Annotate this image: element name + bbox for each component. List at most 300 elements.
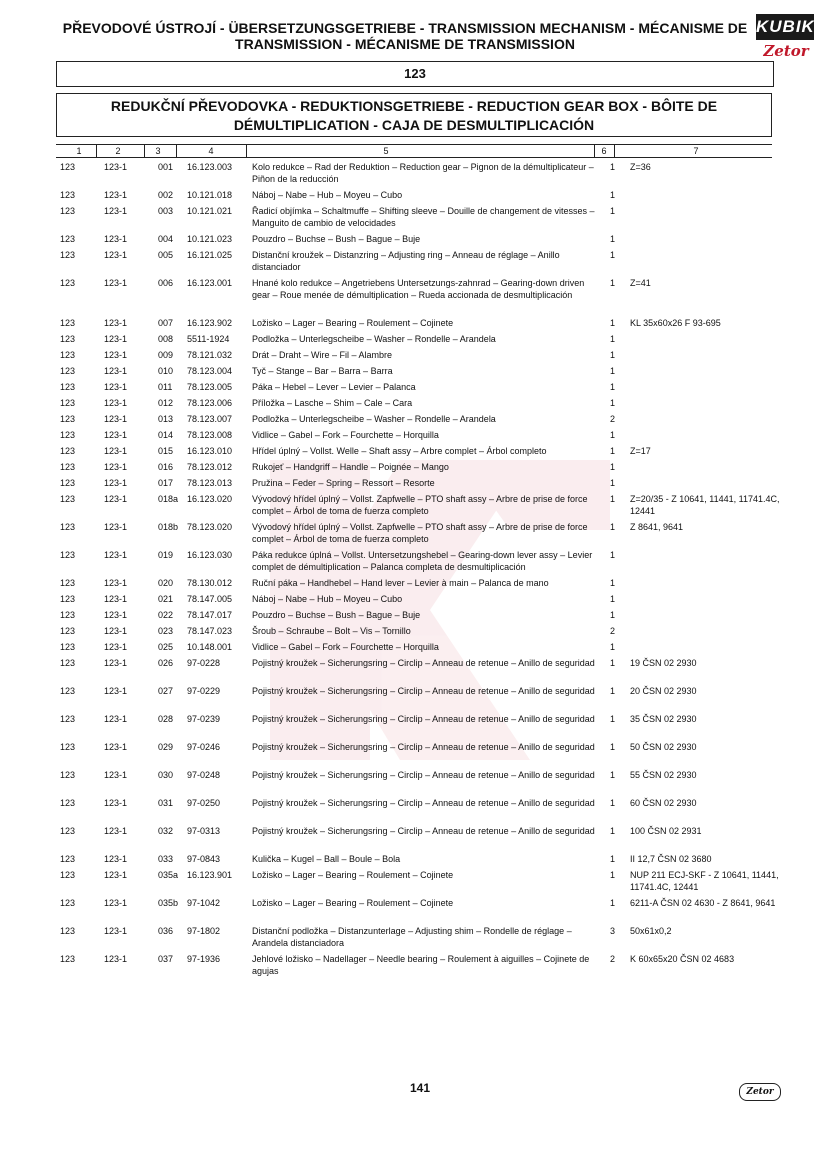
cell-group: 123 (60, 742, 76, 752)
cell-part-number: 16.123.003 (187, 162, 233, 172)
cell-part-number: 97-0843 (187, 854, 221, 864)
cell-description: Hnané kolo redukce – Angetriebens Untersetzungs-zahnrad – Gearing-down driven gear – Roue menée de démultiplication – Rueda accionada de desmultiplicación (252, 278, 585, 300)
cell-position: 035a (158, 870, 179, 880)
column-separator (594, 145, 595, 157)
cell-part-number: 16.121.025 (187, 250, 233, 260)
cell-description: Distanční kroužek – Distanzring – Adjusting ring – Anneau de réglage – Anillo distanciador (252, 250, 560, 272)
cell-subgroup: 123-1 (104, 494, 128, 504)
cell-quantity: 1 (610, 350, 616, 360)
cell-position: 031 (158, 798, 174, 808)
cell-group: 123 (60, 686, 76, 696)
cell-position: 015 (158, 446, 174, 456)
cell-subgroup: 123-1 (104, 366, 128, 376)
cell-description: Kulička – Kugel – Ball – Boule – Bola (252, 854, 401, 864)
cell-quantity: 1 (610, 334, 616, 344)
cell-part-number: 10.121.023 (187, 234, 233, 244)
table-row (0, 897, 826, 925)
cell-part-number: 97-0313 (187, 826, 221, 836)
cell-part-number: 97-1042 (187, 898, 221, 908)
cell-note: 50 ČSN 02 2930 (630, 742, 697, 752)
cell-quantity: 1 (610, 658, 616, 668)
cell-description: Náboj – Nabe – Hub – Moyeu – Cubo (252, 594, 403, 604)
cell-position: 035b (158, 898, 179, 908)
table-row (0, 413, 826, 429)
cell-note: 100 ČSN 02 2931 (630, 826, 702, 836)
cell-group: 123 (60, 550, 76, 560)
cell-group: 123 (60, 578, 76, 588)
cell-quantity: 1 (610, 234, 616, 244)
cell-part-number: 78.147.017 (187, 610, 233, 620)
cell-group: 123 (60, 626, 76, 636)
cell-description: Hřídel úplný – Vollst. Welle – Shaft assy – Arbre complet – Árbol completo (252, 446, 547, 456)
cell-subgroup: 123-1 (104, 594, 128, 604)
cell-description: Vývodový hřídel úplný – Vollst. Zapfwelle – PTO shaft assy – Arbre de prise de force complet – Árbol de toma de fuerza completo (252, 494, 588, 516)
cell-position: 033 (158, 854, 174, 864)
cell-group: 123 (60, 522, 76, 532)
cell-part-number: 97-0246 (187, 742, 221, 752)
table-row (0, 657, 826, 685)
table-row (0, 429, 826, 445)
col-header-4: 4 (208, 146, 214, 156)
table-row (0, 445, 826, 461)
cell-quantity: 2 (610, 626, 616, 636)
cell-position: 017 (158, 478, 174, 488)
cell-part-number: 78.147.005 (187, 594, 233, 604)
cell-quantity: 1 (610, 770, 616, 780)
column-header (56, 144, 772, 158)
cell-quantity: 1 (610, 594, 616, 604)
cell-quantity: 1 (610, 826, 616, 836)
cell-note: Z=41 (630, 278, 651, 288)
cell-description: Pojistný kroužek – Sicherungsring – Circlip – Anneau de retenue – Anillo de seguridad (252, 714, 595, 724)
table-row (0, 925, 826, 953)
parts-table (0, 161, 826, 981)
cell-subgroup: 123-1 (104, 478, 128, 488)
cell-group: 123 (60, 278, 76, 288)
cell-description: Řadicí objímka – Schaltmuffe – Shifting sleeve – Douille de changement de vitesses – Manguito de cambio de velocidades (252, 206, 595, 228)
footer-zetor-logo: Zetor (739, 1083, 781, 1101)
cell-part-number: 78.121.032 (187, 350, 233, 360)
cell-quantity: 1 (610, 162, 616, 172)
cell-quantity: 1 (610, 578, 616, 588)
cell-group: 123 (60, 870, 76, 880)
cell-group: 123 (60, 826, 76, 836)
cell-note: KL 35x60x26 F 93-695 (630, 318, 721, 328)
cell-description: Pružina – Feder – Spring – Ressort – Resorte (252, 478, 435, 488)
column-separator (96, 145, 97, 157)
cell-description: Rukojeť – Handgriff – Handle – Poignée – Mango (252, 462, 449, 472)
table-row (0, 577, 826, 593)
cell-note: NUP 211 ECJ-SKF - Z 10641, 11441, 11741.4C, 12441 (630, 870, 779, 892)
cell-subgroup: 123-1 (104, 954, 128, 964)
cell-group: 123 (60, 234, 76, 244)
cell-subgroup: 123-1 (104, 414, 128, 424)
cell-description: Pojistný kroužek – Sicherungsring – Circlip – Anneau de retenue – Anillo de seguridad (252, 798, 595, 808)
table-row (0, 161, 826, 189)
table-row (0, 593, 826, 609)
cell-quantity: 1 (610, 550, 616, 560)
cell-group: 123 (60, 382, 76, 392)
cell-part-number: 78.130.012 (187, 578, 233, 588)
cell-position: 006 (158, 278, 174, 288)
cell-position: 028 (158, 714, 174, 724)
section-title-line-1: REDUKČNÍ PŘEVODOVKA - REDUKTIONSGETRIEBE - REDUCTION GEAR BOX - BÔITE DE (110, 98, 718, 114)
cell-position: 007 (158, 318, 174, 328)
table-row (0, 277, 826, 317)
cell-position: 021 (158, 594, 174, 604)
cell-description: Drát – Draht – Wire – Fil – Alambre (252, 350, 393, 360)
cell-quantity: 1 (610, 494, 616, 504)
cell-description: Šroub – Schraube – Bolt – Vis – Tornillo (252, 626, 411, 636)
cell-note: 55 ČSN 02 2930 (630, 770, 697, 780)
cell-group: 123 (60, 898, 76, 908)
cell-position: 001 (158, 162, 174, 172)
table-row (0, 461, 826, 477)
cell-subgroup: 123-1 (104, 398, 128, 408)
cell-position: 012 (158, 398, 174, 408)
cell-note: II 12,7 ČSN 02 3680 (630, 854, 712, 864)
cell-quantity: 1 (610, 366, 616, 376)
cell-subgroup: 123-1 (104, 462, 128, 472)
header-line-2: TRANSMISSION - MÉCANISME DE TRANSMISSION (235, 36, 575, 52)
cell-description: Vidlice – Gabel – Fork – Fourchette – Horquilla (252, 642, 439, 652)
cell-subgroup: 123-1 (104, 742, 128, 752)
cell-group: 123 (60, 494, 76, 504)
cell-group: 123 (60, 926, 76, 936)
cell-group: 123 (60, 206, 76, 216)
table-row (0, 825, 826, 853)
cell-part-number: 78.123.013 (187, 478, 233, 488)
cell-group: 123 (60, 594, 76, 604)
cell-group: 123 (60, 162, 76, 172)
cell-quantity: 1 (610, 686, 616, 696)
table-row (0, 625, 826, 641)
cell-description: Jehlové ložisko – Nadellager – Needle bearing – Roulement à aiguilles – Cojinete de agujas (252, 954, 590, 976)
cell-note: 60 ČSN 02 2930 (630, 798, 697, 808)
cell-subgroup: 123-1 (104, 334, 128, 344)
cell-position: 010 (158, 366, 174, 376)
section-title-line-2: DÉMULTIPLICATION - CAJA DE DESMULTIPLICACIÓN (233, 117, 595, 133)
cell-group: 123 (60, 954, 76, 964)
cell-subgroup: 123-1 (104, 798, 128, 808)
cell-position: 023 (158, 626, 174, 636)
cell-note: 35 ČSN 02 2930 (630, 714, 697, 724)
cell-group: 123 (60, 798, 76, 808)
table-row (0, 493, 826, 521)
cell-description: Páka – Hebel – Lever – Levier – Palanca (252, 382, 416, 392)
column-separator (614, 145, 615, 157)
cell-quantity: 1 (610, 318, 616, 328)
cell-description: Pouzdro – Buchse – Bush – Bague – Buje (252, 610, 421, 620)
cell-subgroup: 123-1 (104, 350, 128, 360)
cell-description: Náboj – Nabe – Hub – Moyeu – Cubo (252, 190, 403, 200)
cell-subgroup: 123-1 (104, 550, 128, 560)
cell-description: Pojistný kroužek – Sicherungsring – Circlip – Anneau de retenue – Anillo de seguridad (252, 658, 595, 668)
cell-subgroup: 123-1 (104, 626, 128, 636)
cell-subgroup: 123-1 (104, 926, 128, 936)
cell-subgroup: 123-1 (104, 430, 128, 440)
cell-position: 020 (158, 578, 174, 588)
section-title (56, 93, 772, 137)
cell-subgroup: 123-1 (104, 578, 128, 588)
cell-subgroup: 123-1 (104, 446, 128, 456)
cell-subgroup: 123-1 (104, 278, 128, 288)
cell-part-number: 97-0228 (187, 658, 221, 668)
cell-subgroup: 123-1 (104, 318, 128, 328)
cell-group: 123 (60, 334, 76, 344)
cell-subgroup: 123-1 (104, 826, 128, 836)
cell-position: 013 (158, 414, 174, 424)
table-row (0, 349, 826, 365)
page-header (55, 20, 755, 52)
cell-part-number: 78.147.023 (187, 626, 233, 636)
table-row (0, 189, 826, 205)
cell-part-number: 16.123.030 (187, 550, 233, 560)
cell-group: 123 (60, 190, 76, 200)
cell-description: Ložisko – Lager – Bearing – Roulement – Cojinete (252, 870, 454, 880)
cell-group: 123 (60, 430, 76, 440)
cell-part-number: 78.123.012 (187, 462, 233, 472)
cell-subgroup: 123-1 (104, 770, 128, 780)
cell-quantity: 2 (610, 954, 616, 964)
cell-position: 030 (158, 770, 174, 780)
cell-subgroup: 123-1 (104, 898, 128, 908)
col-header-2: 2 (115, 146, 121, 156)
cell-position: 018a (158, 494, 179, 504)
cell-part-number: 5511-1924 (187, 334, 230, 344)
cell-note: Z 8641, 9641 (630, 522, 684, 532)
cell-description: Pouzdro – Buchse – Bush – Bague – Buje (252, 234, 421, 244)
cell-description: Vidlice – Gabel – Fork – Fourchette – Horquilla (252, 430, 439, 440)
cell-description: Podložka – Unterlegscheibe – Washer – Rondelle – Arandela (252, 334, 496, 344)
cell-part-number: 78.123.005 (187, 382, 233, 392)
cell-subgroup: 123-1 (104, 522, 128, 532)
cell-position: 025 (158, 642, 174, 652)
cell-subgroup: 123-1 (104, 658, 128, 668)
table-row (0, 397, 826, 413)
cell-group: 123 (60, 658, 76, 668)
cell-part-number: 97-0239 (187, 714, 221, 724)
cell-position: 027 (158, 686, 174, 696)
table-row (0, 685, 826, 713)
cell-description: Pojistný kroužek – Sicherungsring – Circlip – Anneau de retenue – Anillo de seguridad (252, 686, 595, 696)
cell-description: Ložisko – Lager – Bearing – Roulement – Cojinete (252, 898, 454, 908)
cell-position: 014 (158, 430, 174, 440)
table-row (0, 477, 826, 493)
header-line-1: PŘEVODOVÉ ÚSTROJÍ - ÜBERSETZUNGSGETRIEBE - TRANSMISSION MECHANISM - MÉCANISME DE (62, 20, 748, 36)
cell-subgroup: 123-1 (104, 206, 128, 216)
cell-group: 123 (60, 478, 76, 488)
cell-quantity: 1 (610, 742, 616, 752)
cell-note: 19 ČSN 02 2930 (630, 658, 697, 668)
cell-position: 032 (158, 826, 174, 836)
cell-position: 004 (158, 234, 174, 244)
cell-quantity: 1 (610, 642, 616, 652)
cell-quantity: 2 (610, 414, 616, 424)
cell-position: 019 (158, 550, 174, 560)
cell-position: 009 (158, 350, 174, 360)
cell-part-number: 16.123.010 (187, 446, 233, 456)
table-row (0, 741, 826, 769)
cell-subgroup: 123-1 (104, 162, 128, 172)
table-row (0, 797, 826, 825)
cell-group: 123 (60, 770, 76, 780)
cell-part-number: 97-1936 (187, 954, 221, 964)
cell-group: 123 (60, 610, 76, 620)
cell-position: 011 (158, 382, 173, 392)
cell-quantity: 1 (610, 854, 616, 864)
cell-group: 123 (60, 350, 76, 360)
cell-note: 20 ČSN 02 2930 (630, 686, 697, 696)
cell-quantity: 1 (610, 206, 616, 216)
cell-subgroup: 123-1 (104, 686, 128, 696)
cell-quantity: 1 (610, 190, 616, 200)
cell-subgroup: 123-1 (104, 250, 128, 260)
cell-position: 026 (158, 658, 174, 668)
cell-position: 003 (158, 206, 174, 216)
cell-subgroup: 123-1 (104, 382, 128, 392)
cell-description: Pojistný kroužek – Sicherungsring – Circlip – Anneau de retenue – Anillo de seguridad (252, 826, 595, 836)
cell-group: 123 (60, 642, 76, 652)
column-separator (176, 145, 177, 157)
cell-position: 005 (158, 250, 174, 260)
cell-quantity: 1 (610, 522, 616, 532)
cell-position: 016 (158, 462, 174, 472)
col-header-7: 7 (693, 146, 699, 156)
cell-quantity: 1 (610, 446, 616, 456)
cell-part-number: 97-0250 (187, 798, 221, 808)
cell-quantity: 1 (610, 610, 616, 620)
cell-part-number: 97-1802 (187, 926, 221, 936)
cell-group: 123 (60, 714, 76, 724)
cell-part-number: 16.123.902 (187, 318, 233, 328)
table-row (0, 609, 826, 625)
cell-note: 6211-A ČSN 02 4630 - Z 8641, 9641 (630, 898, 776, 908)
cell-description: Pojistný kroužek – Sicherungsring – Circlip – Anneau de retenue – Anillo de seguridad (252, 770, 595, 780)
table-row (0, 249, 826, 277)
cell-subgroup: 123-1 (104, 642, 128, 652)
cell-description: Příložka – Lasche – Shim – Cale – Cara (252, 398, 413, 408)
cell-subgroup: 123-1 (104, 234, 128, 244)
cell-group: 123 (60, 446, 76, 456)
cell-quantity: 1 (610, 798, 616, 808)
cell-part-number: 10.121.018 (187, 190, 233, 200)
cell-note: K 60x65x20 ČSN 02 4683 (630, 954, 735, 964)
cell-part-number: 16.123.901 (187, 870, 233, 880)
cell-subgroup: 123-1 (104, 610, 128, 620)
cell-description: Distanční podložka – Distanzunterlage – Adjusting shim – Rondelle de réglage – Arandela distanciadora (252, 926, 572, 948)
zetor-logo: Zetor (763, 42, 809, 60)
page-number: 141 (409, 1081, 431, 1095)
group-number: 123 (56, 61, 774, 87)
table-row (0, 365, 826, 381)
cell-part-number: 78.123.007 (187, 414, 233, 424)
cell-quantity: 1 (610, 462, 616, 472)
cell-part-number: 16.123.001 (187, 278, 233, 288)
cell-part-number: 10.148.001 (187, 642, 233, 652)
cell-part-number: 78.123.006 (187, 398, 233, 408)
cell-group: 123 (60, 366, 76, 376)
table-row (0, 317, 826, 333)
cell-description: Podložka – Unterlegscheibe – Washer – Rondelle – Arandela (252, 414, 496, 424)
cell-subgroup: 123-1 (104, 854, 128, 864)
col-header-1: 1 (76, 146, 82, 156)
table-row (0, 769, 826, 797)
column-separator (246, 145, 247, 157)
table-row (0, 521, 826, 549)
table-row (0, 641, 826, 657)
cell-part-number: 97-0248 (187, 770, 221, 780)
cell-part-number: 10.121.021 (187, 206, 233, 216)
cell-note: Z=20/35 - Z 10641, 11441, 11741.4C, 12441 (630, 494, 780, 516)
table-row (0, 549, 826, 577)
cell-quantity: 1 (610, 430, 616, 440)
cell-description: Ruční páka – Handhebel – Hand lever – Levier à main – Palanca de mano (252, 578, 549, 588)
col-header-5: 5 (383, 146, 389, 156)
cell-group: 123 (60, 854, 76, 864)
cell-part-number: 78.123.020 (187, 522, 233, 532)
table-row (0, 713, 826, 741)
cell-part-number: 78.123.008 (187, 430, 233, 440)
table-row (0, 205, 826, 233)
cell-subgroup: 123-1 (104, 190, 128, 200)
table-row (0, 233, 826, 249)
cell-position: 022 (158, 610, 174, 620)
cell-note: Z=17 (630, 446, 651, 456)
table-row (0, 381, 826, 397)
cell-quantity: 1 (610, 870, 616, 880)
cell-position: 029 (158, 742, 174, 752)
cell-part-number: 97-0229 (187, 686, 221, 696)
cell-note: Z=36 (630, 162, 651, 172)
table-row (0, 869, 826, 897)
table-row (0, 853, 826, 869)
cell-subgroup: 123-1 (104, 714, 128, 724)
cell-description: Ložisko – Lager – Bearing – Roulement – Cojinete (252, 318, 454, 328)
table-row (0, 953, 826, 981)
kubik-logo: KUBIK (756, 14, 814, 40)
cell-description: Kolo redukce – Rad der Reduktion – Reduction gear – Pignon de la démultiplicateur – Piñon de la reducción (252, 162, 594, 184)
cell-group: 123 (60, 398, 76, 408)
col-header-6: 6 (601, 146, 607, 156)
cell-quantity: 1 (610, 714, 616, 724)
cell-quantity: 3 (610, 926, 616, 936)
cell-part-number: 16.123.020 (187, 494, 233, 504)
cell-description: Páka redukce úplná – Vollst. Untersetzungshebel – Gearing-down lever assy – Levier complet de démultiplication – Palanca completa de desmultiplicación (252, 550, 593, 572)
column-separator (144, 145, 145, 157)
cell-description: Vývodový hřídel úplný – Vollst. Zapfwelle – PTO shaft assy – Arbre de prise de force complet – Árbol de toma de fuerza completo (252, 522, 588, 544)
cell-quantity: 1 (610, 478, 616, 488)
cell-position: 018b (158, 522, 179, 532)
cell-position: 008 (158, 334, 174, 344)
col-header-3: 3 (155, 146, 161, 156)
table-row (0, 333, 826, 349)
cell-quantity: 1 (610, 398, 616, 408)
cell-group: 123 (60, 462, 76, 472)
cell-part-number: 78.123.004 (187, 366, 233, 376)
cell-quantity: 1 (610, 898, 616, 908)
cell-note: 50x61x0,2 (630, 926, 672, 936)
cell-subgroup: 123-1 (104, 870, 128, 880)
cell-description: Pojistný kroužek – Sicherungsring – Circlip – Anneau de retenue – Anillo de seguridad (252, 742, 595, 752)
cell-group: 123 (60, 318, 76, 328)
cell-position: 002 (158, 190, 174, 200)
cell-group: 123 (60, 250, 76, 260)
cell-position: 037 (158, 954, 174, 964)
cell-position: 036 (158, 926, 174, 936)
cell-quantity: 1 (610, 278, 616, 288)
cell-quantity: 1 (610, 250, 616, 260)
